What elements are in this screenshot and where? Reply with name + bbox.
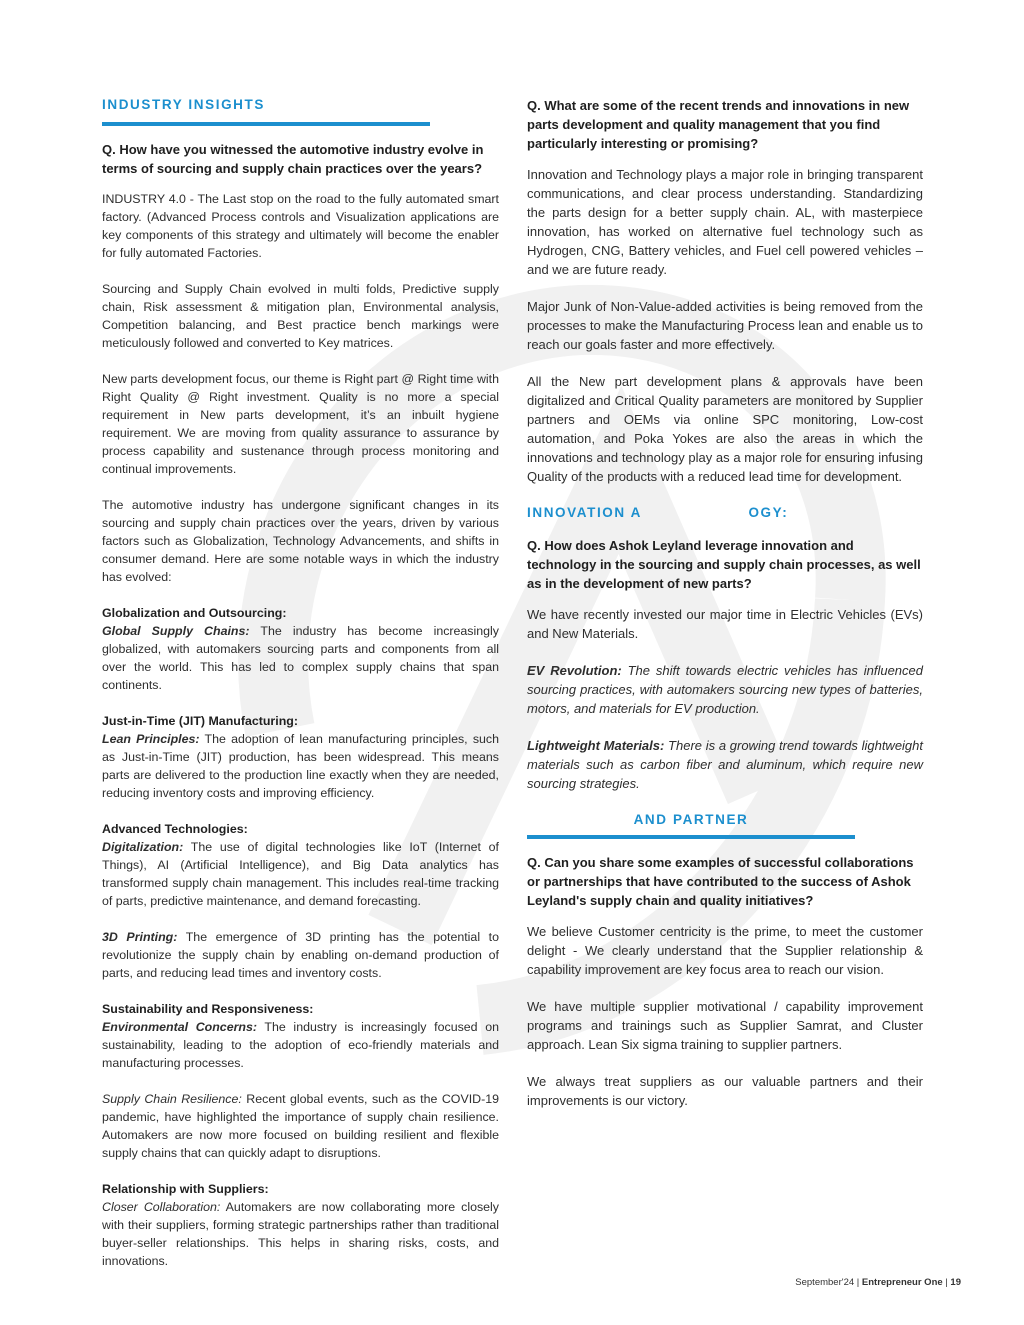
text-environmental-concerns: The industry is increasingly focused on sustainability, leading to the adoption of eco-friendly materials and manufacturing processes.: [102, 1020, 499, 1070]
page-number: 19: [950, 1277, 961, 1288]
footer-date: September'24: [795, 1277, 855, 1288]
text-3d-printing: The emergence of 3D printing has the potential to revolutionize the supply chain by enabling on-demand production of parts, and reducing lead times and inventory costs.: [102, 930, 500, 980]
left-column: [102, 96, 499, 1288]
paragraph-customer-centricity: We believe Customer centricity is the prime, to meet the customer delight - We clearly understand that the Supplier relationship & capability improvement are key focus area to reach our vision.: [527, 924, 923, 977]
paragraph-innovation-technology: Innovation and Technology plays a major role in bringing transparent communications, and clear process understanding. Standardizing the parts design for a better supply chain. AL, with masterpiece innovation, has worked on alternative fuel technology such as Hydrogen, CNG, Battery vehicles, and Fuel cell powered vehicles – and we are future ready.: [527, 167, 923, 277]
right-column: [527, 96, 923, 1128]
paragraph-jit: [102, 730, 499, 802]
paragraph-3d-printing: [102, 928, 499, 982]
paragraph-valuable-partners: We always treat suppliers as our valuable partners and their improvements is our victory.: [527, 1074, 923, 1108]
text-lean-principles: The adoption of lean manufacturing principles, such as Just-in-Time (JIT) production, has been widespread. This means parts are delivered to the production line exactly when they are needed, reducing inventory costs and improving efficiency.: [102, 732, 499, 800]
heading-jit: Just-in-Time (JIT) Manufacturing:: [102, 714, 298, 728]
heading-relationship: Relationship with Suppliers:: [102, 1182, 269, 1196]
partnership-title: AND PARTNER: [633, 812, 749, 827]
label-global-supply-chains: Global Supply Chains:: [102, 624, 250, 638]
paragraph-new-parts-focus: New parts development focus, our theme is Right part @ Right time with Right Quality @ Right investment. Quality is no more a special requirement in New parts development, it’s an inbuilt hygiene requirement. We are moving from quality assurance to assurance by process capability and sustenance through process monitoring and continual improvements.: [102, 372, 499, 476]
footer-publication: Entrepreneur One: [861, 1277, 943, 1288]
text-digitalization: The use of digital technologies like IoT (Internet of Things), AI (Artificial Intelligence), and Big Data analytics has transformed supply chain management. This includes real-time tracking of parts, predictive maintenance, and demand forecasting.: [102, 840, 499, 908]
question-ashok-leyland-innovation: Q. How does Ashok Leyland leverage innovation and technology in the sourcing and supply chain processes, as well as in the development of new parts?: [527, 538, 921, 591]
paragraph-ev-investment: We have recently invested our major time in Electric Vehicles (EVs) and New Materials.: [527, 607, 923, 641]
text-supply-chain-resilience: Recent global events, such as the COVID-19 pandemic, have highlighted the importance of supply chain resilience. Automakers are now more focused on building resilient and flexible supply chains that can quickly adapt to disruptions.: [102, 1092, 500, 1160]
paragraph-digitalized-plans: All the New part development plans & approvals have been digitalized and Critical Quality parameters are monitored by Supplier partners and OEMs via online SPC monitoring, Low-cost automation, and Poka Yokes are also the areas in which the innovations and technology play as a major role for ensuring infusing Quality of the products with a reduced lead time for development.: [527, 374, 923, 484]
heading-advanced-technologies: Advanced Technologies:: [102, 822, 248, 836]
footer-separator: |: [854, 1277, 862, 1288]
paragraph-ev-revolution: [527, 661, 923, 718]
label-closer-collaboration: Closer Collaboration:: [102, 1200, 221, 1214]
text-lightweight-materials: There is a growing trend towards lightweight materials such as carbon fiber and aluminum, which require new sourcing strategies.: [527, 738, 924, 791]
label-lean-principles: Lean Principles:: [102, 732, 200, 746]
label-digitalization: Digitalization:: [102, 840, 184, 854]
question-trends-innovations: Q. What are some of the recent trends and innovations in new parts development and quality management that you find particularly interesting or promising?: [527, 98, 910, 151]
paragraph-non-value-added: Major Junk of Non-Value-added activities is being removed from the processes to make the Manufacturing Process lean and enable us to reach our goals faster and more effectively.: [527, 299, 923, 352]
label-environmental-concerns: Environmental Concerns:: [102, 1020, 257, 1034]
paragraph-collaboration: [102, 1198, 499, 1270]
label-lightweight-materials: Lightweight Materials:: [527, 738, 665, 753]
paragraph-sourcing-evolution: Sourcing and Supply Chain evolved in multi folds, Predictive supply chain, Risk assessment & mitigation plan, Environmental analysis, Competition balancing, and Best practice bench markings were meticulously followed and converted to Key matrices.: [102, 282, 499, 350]
section-divider-right: [527, 835, 855, 839]
label-ev-revolution: EV Revolution:: [527, 663, 622, 678]
text-global-supply-chains: The industry has become increasingly globalized, with automakers sourcing parts and components from all over the world. This has led to complex supply chains that span continents.: [102, 624, 499, 692]
text-closer-collaboration: Automakers are now collaborating more closely with their suppliers, forming strategic partnerships rather than traditional buyer-seller relationships. This helps in sharing risks, costs, and innovations.: [102, 1200, 499, 1268]
label-supply-chain-resilience: Supply Chain Resilience:: [102, 1092, 242, 1106]
footer-separator: |: [942, 1277, 951, 1288]
paragraph-globalization: [102, 622, 499, 694]
label-3d-printing: 3D Printing:: [102, 930, 178, 944]
question-industry-evolution: Q. How have you witnessed the automotive industry evolve in terms of sourcing and supply chain practices over the years?: [102, 142, 484, 176]
question-collaborations: Q. Can you share some examples of successful collaborations or partnerships that have contributed to the success of Ashok Leyland's supply chain and quality initiatives?: [527, 855, 914, 908]
paragraph-lightweight: [527, 736, 923, 793]
paragraph-digitalization: [102, 838, 499, 910]
heading-sustainability: Sustainability and Responsiveness:: [102, 1002, 314, 1016]
heading-globalization: Globalization and Outsourcing:: [102, 606, 287, 620]
paragraph-industry-changes: The automotive industry has undergone significant changes in its sourcing and supply chain practices over the years, driven by various factors such as Globalization, Technology Advancements, and shifts in consumer demand. Here are some notable ways in which the industry has evolved:: [102, 498, 499, 584]
paragraph-supplier-programs: We have multiple supplier motivational / capability improvement programs and trainings such as Supplier Samrat, and Cluster approach. Lean Six sigma training to supplier partners.: [527, 999, 923, 1052]
innovation-technology-title: INNOVATION A OGY:: [527, 505, 789, 520]
text-ev-revolution: The shift towards electric vehicles has influenced sourcing practices, with automakers sourcing new types of batteries, motors, and materials for EV production.: [527, 663, 923, 716]
paragraph-resilience: [102, 1090, 499, 1162]
page-footer: [795, 1277, 961, 1288]
paragraph-industry-4: INDUSTRY 4.0 - The Last stop on the road to the fully automated smart factory. (Advanced Process controls and Visualization applications are key components of this strategy and ultimately will become the enabler for fully automated Factories.: [102, 192, 499, 260]
industry-insights-title: INDUSTRY INSIGHTS: [102, 97, 265, 112]
section-divider: [102, 122, 430, 126]
paragraph-environmental: [102, 1018, 499, 1072]
